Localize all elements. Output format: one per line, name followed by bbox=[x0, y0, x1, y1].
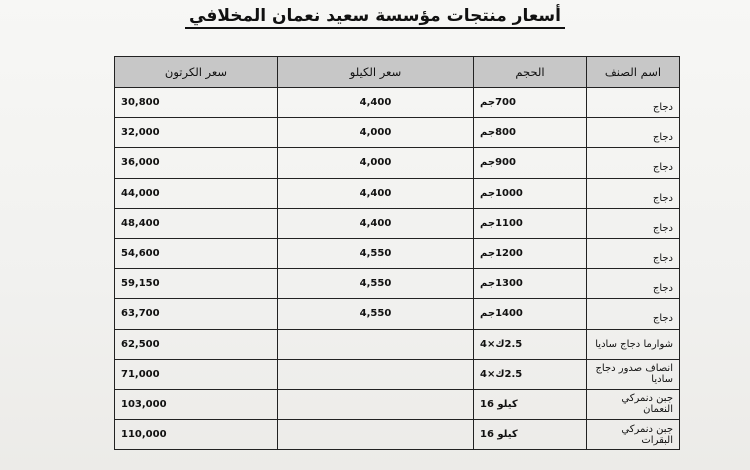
kilo-price-cell: 4,550 bbox=[278, 269, 474, 299]
kilo-price-cell: 4,550 bbox=[278, 299, 474, 329]
carton-price-cell: 103,000 bbox=[115, 389, 278, 419]
table-row bbox=[115, 359, 680, 389]
kilo-price-cell: 4,400 bbox=[278, 208, 474, 238]
item-name-cell bbox=[587, 329, 680, 359]
size-cell bbox=[474, 269, 587, 299]
table-header-row bbox=[115, 57, 680, 88]
item-name-cell bbox=[587, 299, 680, 329]
kilo-price-cell: 4,550 bbox=[278, 238, 474, 268]
size-value: 800جم bbox=[480, 127, 516, 139]
item-name: دجاج bbox=[652, 162, 673, 174]
item-name-cell bbox=[587, 389, 680, 419]
kilo-price-cell: 4,000 bbox=[278, 148, 474, 178]
size-value: كيلو 16 bbox=[480, 429, 518, 441]
item-name-cell bbox=[587, 118, 680, 148]
size-cell bbox=[474, 420, 587, 450]
carton-price-cell: 54,600 bbox=[115, 238, 278, 268]
carton-price-cell: 36,000 bbox=[115, 148, 278, 178]
kilo-price-cell bbox=[278, 359, 474, 389]
size-value: 1200جم bbox=[480, 248, 523, 260]
size-cell bbox=[474, 238, 587, 268]
table-row bbox=[115, 118, 680, 148]
size-value: 900جم bbox=[480, 157, 516, 169]
item-name: دجاج bbox=[652, 283, 673, 295]
table-row bbox=[115, 148, 680, 178]
item-name: دجاج bbox=[652, 313, 673, 325]
size-cell bbox=[474, 178, 587, 208]
carton-price-cell: 63,700 bbox=[115, 299, 278, 329]
size-cell bbox=[474, 208, 587, 238]
table-row bbox=[115, 238, 680, 268]
size-value: 1100جم bbox=[480, 217, 523, 229]
item-name-cell bbox=[587, 420, 680, 450]
item-name: دجاج bbox=[652, 253, 673, 265]
carton-price-cell: 62,500 bbox=[115, 329, 278, 359]
size-value: 700جم bbox=[480, 97, 516, 109]
size-value: 2.5ك×4 bbox=[480, 368, 523, 380]
item-name: انصاف صدور دجاج ساديا bbox=[595, 363, 673, 386]
table-row bbox=[115, 178, 680, 208]
header-size: الحجم bbox=[474, 57, 587, 88]
item-name-cell bbox=[587, 359, 680, 389]
size-cell bbox=[474, 88, 587, 118]
item-name-cell bbox=[587, 208, 680, 238]
page-title bbox=[0, 6, 750, 26]
table-row bbox=[115, 329, 680, 359]
size-cell bbox=[474, 299, 587, 329]
header-kilo-price: سعر الكيلو bbox=[278, 57, 474, 88]
size-value: 1300جم bbox=[480, 278, 523, 290]
table-row bbox=[115, 299, 680, 329]
header-item-name: اسم الصنف bbox=[587, 57, 680, 88]
size-value: كيلو 16 bbox=[480, 398, 518, 410]
table-row bbox=[115, 208, 680, 238]
price-table bbox=[114, 56, 680, 450]
size-cell bbox=[474, 389, 587, 419]
kilo-price-cell bbox=[278, 329, 474, 359]
header-carton-price: سعر الكرتون bbox=[115, 57, 278, 88]
item-name: شوارما دجاج ساديا bbox=[595, 338, 673, 350]
carton-price-cell: 59,150 bbox=[115, 269, 278, 299]
item-name: دجاج bbox=[652, 222, 673, 234]
item-name: دجاج bbox=[652, 192, 673, 204]
item-name: جبن دنمركي النعمان bbox=[621, 393, 673, 416]
table-row bbox=[115, 420, 680, 450]
carton-price-cell: 48,400 bbox=[115, 208, 278, 238]
item-name-cell bbox=[587, 148, 680, 178]
item-name: جبن دنمركي البقرات bbox=[621, 423, 673, 446]
carton-price-cell: 110,000 bbox=[115, 420, 278, 450]
table-row bbox=[115, 389, 680, 419]
page-title-text: أسعار منتجات مؤسسة سعيد نعمان المخلافي bbox=[185, 6, 565, 29]
item-name-cell bbox=[587, 178, 680, 208]
kilo-price-cell: 4,400 bbox=[278, 88, 474, 118]
size-value: 1000جم bbox=[480, 187, 523, 199]
carton-price-cell: 71,000 bbox=[115, 359, 278, 389]
table-row bbox=[115, 269, 680, 299]
kilo-price-cell bbox=[278, 389, 474, 419]
item-name-cell bbox=[587, 88, 680, 118]
item-name: دجاج bbox=[652, 102, 673, 114]
size-value: 2.5ك×4 bbox=[480, 338, 523, 350]
size-value: 1400جم bbox=[480, 308, 523, 320]
kilo-price-cell bbox=[278, 420, 474, 450]
size-cell bbox=[474, 359, 587, 389]
kilo-price-cell: 4,400 bbox=[278, 178, 474, 208]
item-name-cell bbox=[587, 238, 680, 268]
size-cell bbox=[474, 148, 587, 178]
item-name-cell bbox=[587, 269, 680, 299]
item-name: دجاج bbox=[652, 132, 673, 144]
size-cell bbox=[474, 329, 587, 359]
size-cell bbox=[474, 118, 587, 148]
carton-price-cell: 44,000 bbox=[115, 178, 278, 208]
carton-price-cell: 30,800 bbox=[115, 88, 278, 118]
table-row bbox=[115, 88, 680, 118]
carton-price-cell: 32,000 bbox=[115, 118, 278, 148]
kilo-price-cell: 4,000 bbox=[278, 118, 474, 148]
